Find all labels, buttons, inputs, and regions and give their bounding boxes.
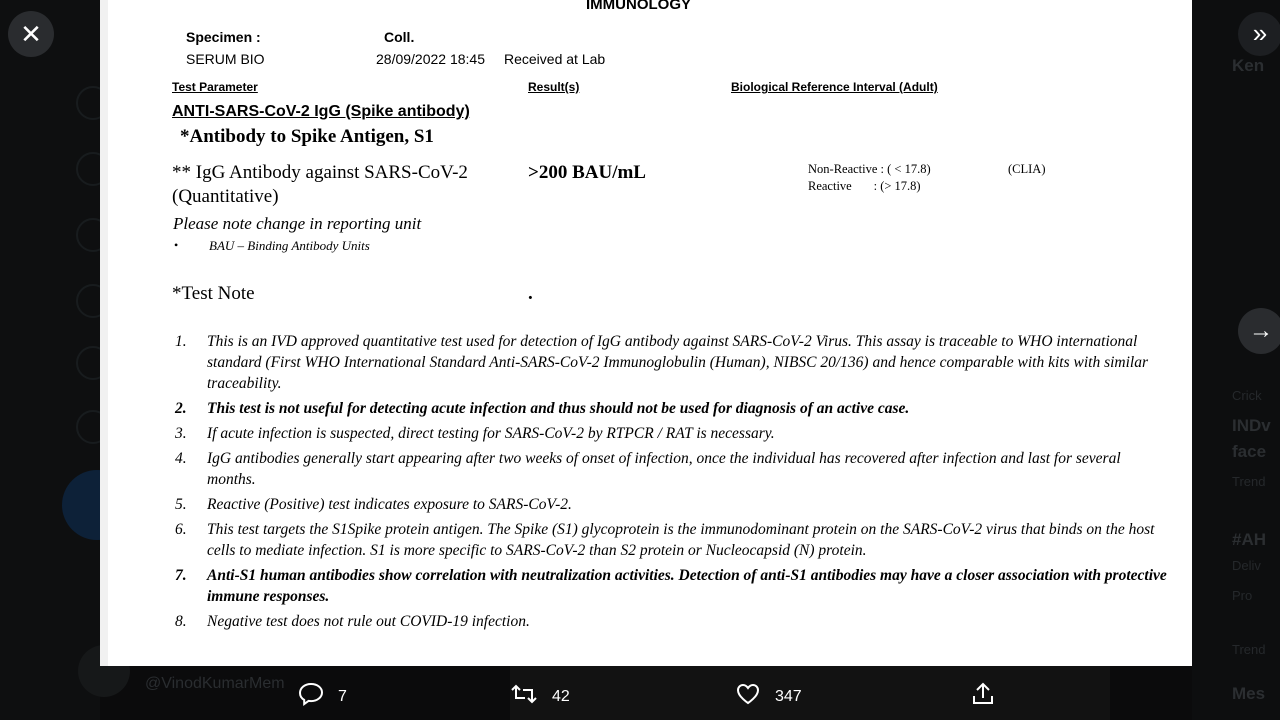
subheading: *Antibody to Spike Antigen, S1 bbox=[180, 126, 434, 147]
result-value: >200 BAU/mL bbox=[528, 162, 646, 183]
reference-reactive: Reactive : (> 17.8) bbox=[808, 179, 921, 193]
right-item: INDv bbox=[1232, 416, 1271, 435]
share-icon bbox=[970, 681, 996, 713]
like-button[interactable] bbox=[735, 682, 802, 712]
expand-sidebar-button[interactable] bbox=[1238, 12, 1280, 56]
retweet-count: 42 bbox=[552, 688, 570, 705]
parameter-name: ** IgG Antibody against SARS-CoV-2 bbox=[172, 162, 468, 183]
received-text: Received at Lab bbox=[504, 51, 606, 67]
coll-label: Coll. bbox=[384, 29, 415, 45]
right-item: Trend bbox=[1232, 474, 1266, 489]
reference-nonreactive: Non-Reactive : ( < 17.8) bbox=[808, 162, 931, 176]
left-nav-background bbox=[0, 0, 100, 720]
right-sidebar-background bbox=[1192, 0, 1280, 720]
close-button[interactable] bbox=[8, 11, 54, 57]
reply-count: 7 bbox=[338, 688, 347, 705]
list-item: 3. If acute infection is suspected, direct testing for SARS-CoV-2 by RTPCR / RAT is necessary. bbox=[175, 425, 775, 442]
right-item: #AH bbox=[1232, 530, 1267, 549]
right-item: Trend bbox=[1232, 642, 1266, 657]
method: (CLIA) bbox=[1008, 162, 1046, 176]
list-item: 2. This test is not useful for detecting acute infection and thus should not be used for diagnosis of an active case. bbox=[175, 400, 910, 417]
retweet-button[interactable] bbox=[510, 682, 570, 712]
coll-value: 28/09/2022 18:45 bbox=[376, 51, 485, 67]
right-item: Crick bbox=[1232, 388, 1262, 403]
reply-button[interactable] bbox=[298, 682, 347, 712]
heart-icon bbox=[735, 682, 761, 712]
right-item: Mes bbox=[1232, 684, 1266, 703]
next-image-button[interactable] bbox=[1238, 308, 1280, 354]
column-header-reference: Biological Reference Interval (Adult) bbox=[731, 80, 938, 94]
specimen-value: SERUM BIO bbox=[186, 51, 265, 67]
column-header-result: Result(s) bbox=[528, 80, 580, 94]
list-item: 5. Reactive (Positive) test indicates exposure to SARS-CoV-2. bbox=[175, 496, 572, 513]
unit-definition: BAU – Binding Antibody Units bbox=[209, 238, 370, 253]
right-item: face bbox=[1232, 442, 1267, 461]
chevron-double-right-icon: » bbox=[1252, 18, 1268, 48]
report-image bbox=[100, 0, 1192, 666]
parameter-qualifier: (Quantitative) bbox=[172, 186, 279, 207]
list-item: 7. Anti-S1 human antibodies show correlation with neutralization activities. Detection of anti-S1 antibodies may have a closer association with protective immune responses. bbox=[175, 567, 1167, 605]
list-item: 1. This is an IVD approved quantitative test used for detection of IgG antibody against SARS-CoV-2 Virus. This assay is traceable to WHO international standard (First WHO International Standard Anti-SARS-CoV-2 Immunoglobulin (Human), NIBSC 20/136) and hence comparable with kits with similar traceability. bbox=[175, 333, 1148, 392]
close-icon: ✕ bbox=[20, 19, 42, 49]
section-title: ANTI-SARS-CoV-2 IgG (Spike antibody) bbox=[172, 103, 470, 120]
test-note-dot: . bbox=[528, 283, 533, 304]
column-header-test: Test Parameter bbox=[172, 80, 258, 94]
bullet: • bbox=[174, 238, 179, 252]
list-item: 4. IgG antibodies generally start appearing after two weeks of onset of infection, once the individual has recovered after infection and last for several months. bbox=[175, 450, 1121, 488]
department-title: IMMUNOLOGY bbox=[586, 0, 691, 13]
right-item: Ken bbox=[1232, 56, 1265, 75]
share-button[interactable] bbox=[970, 682, 1010, 712]
background-strip bbox=[510, 666, 1110, 720]
specimen-label: Specimen : bbox=[186, 29, 261, 45]
test-notes-list bbox=[172, 331, 1172, 636]
like-count: 347 bbox=[775, 688, 802, 705]
retweet-icon bbox=[510, 682, 538, 712]
user-handle: @VinodKumarMem bbox=[145, 675, 285, 692]
right-item: Deliv bbox=[1232, 558, 1261, 573]
list-item: 6. This test targets the S1Spike protein antigen. The Spike (S1) glycoprotein is the immunodominant protein on the SARS-CoV-2 virus that binds on the host cells to mediate infection. S1 is more specific to SARS-CoV-2 than S2 protein or Nucleocapsid (N) protein. bbox=[175, 521, 1155, 559]
arrow-right-icon: → bbox=[1249, 317, 1273, 344]
right-item: Pro bbox=[1232, 588, 1253, 603]
unit-change-note: Please note change in reporting unit bbox=[173, 214, 422, 233]
list-item: 8. Negative test does not rule out COVID-19 infection. bbox=[175, 613, 530, 630]
reply-icon bbox=[298, 682, 324, 712]
test-note-heading: *Test Note bbox=[172, 283, 255, 304]
